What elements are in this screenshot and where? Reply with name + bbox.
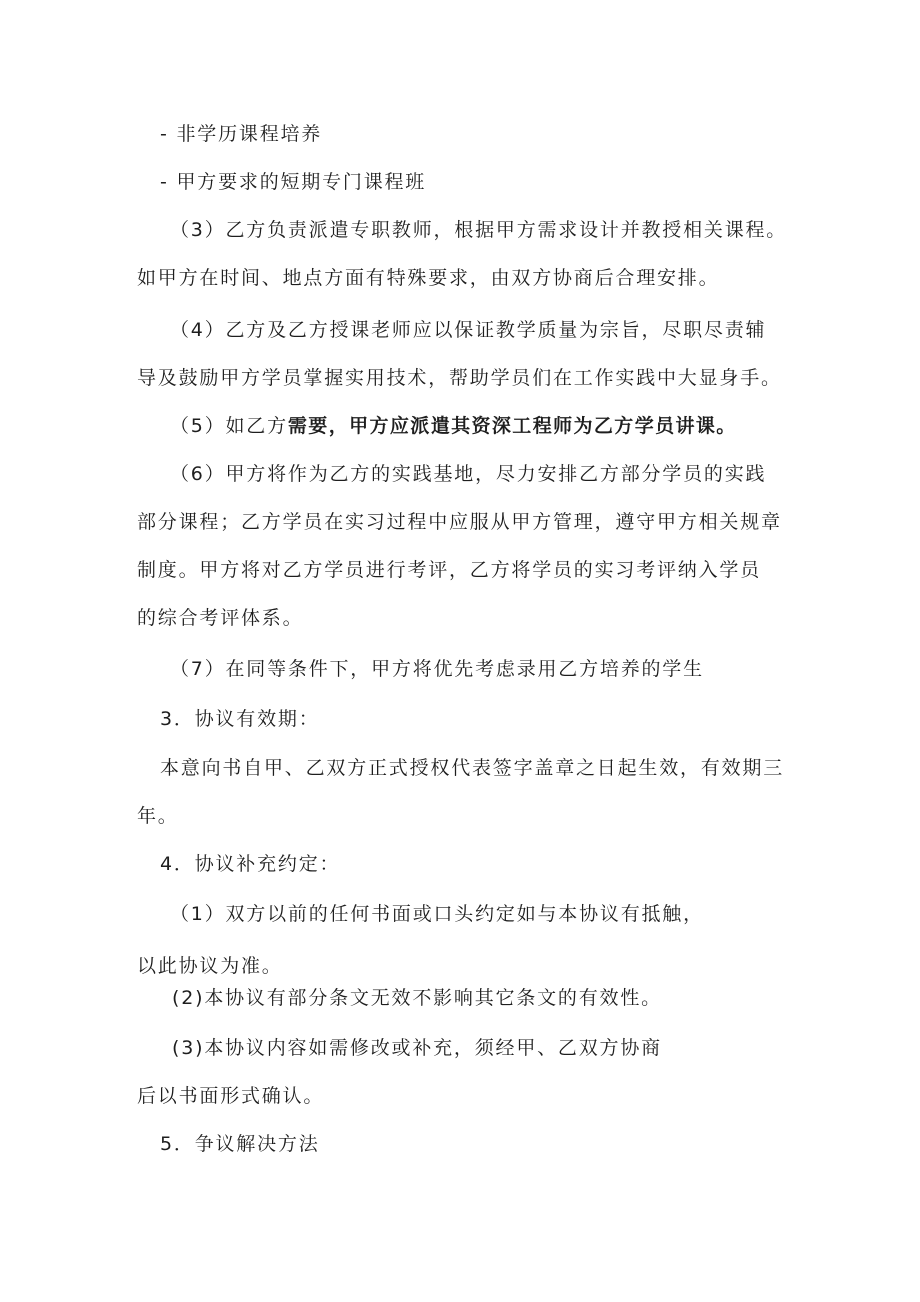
item-6-line-4: 的综合考评体系。 [137,607,304,629]
item-5-prefix: （5）如乙方 [170,415,288,437]
supplement-1-line-1: （1）双方以前的任何书面或口头约定如与本协议有抵触， [170,903,704,925]
supplement-2: (2)本协议有部分条文无效不影响其它条文的有效性。 [172,987,662,1009]
section-4-heading: 4．协议补充约定： [160,853,341,875]
bullet-short-term-courses: - 甲方要求的短期专门课程班 [160,171,427,193]
item-7: （7）在同等条件下，甲方将优先考虑录用乙方培养的学生 [170,658,704,680]
item-3-line-2: 如甲方在时间、地点方面有特殊要求，由双方协商后合理安排。 [137,267,720,289]
item-6-line-3: 制度。甲方将对乙方学员进行考评，乙方将学员的实习考评纳入学员 [137,559,762,581]
item-5-bold-text: 需要，甲方应派遣其资深工程师为乙方学员讲课。 [287,415,737,437]
item-4-line-1: （4）乙方及乙方授课老师应以保证教学质量为宗旨，尽职尽责辅 [170,319,767,341]
item-6-line-1: （6）甲方将作为乙方的实践基地，尽力安排乙方部分学员的实践 [170,463,767,485]
item-4-line-2: 导及鼓励甲方学员掌握实用技术，帮助学员们在工作实践中大显身手。 [137,367,782,389]
section-3-line-2: 年。 [137,805,179,827]
supplement-1-line-2: 以此协议为准。 [137,955,283,977]
item-5 [170,414,737,438]
item-6-line-2: 部分课程；乙方学员在实习过程中应服从甲方管理，遵守甲方相关规章 [137,511,782,533]
bullet-non-degree-courses: - 非学历课程培养 [160,123,323,145]
section-3-heading: 3．协议有效期： [160,708,320,730]
item-3-line-1: （3）乙方负责派遣专职教师，根据甲方需求设计并教授相关课程。 [170,219,788,241]
supplement-3-line-2: 后以书面形式确认。 [137,1085,325,1107]
section-3-line-1: 本意向书自甲、乙双方正式授权代表签字盖章之日起生效，有效期三 [160,757,785,779]
section-5-heading: 5．争议解决方法 [160,1133,320,1155]
supplement-3-line-1: (3)本协议内容如需修改或补充，须经甲、乙双方协商 [172,1037,662,1059]
